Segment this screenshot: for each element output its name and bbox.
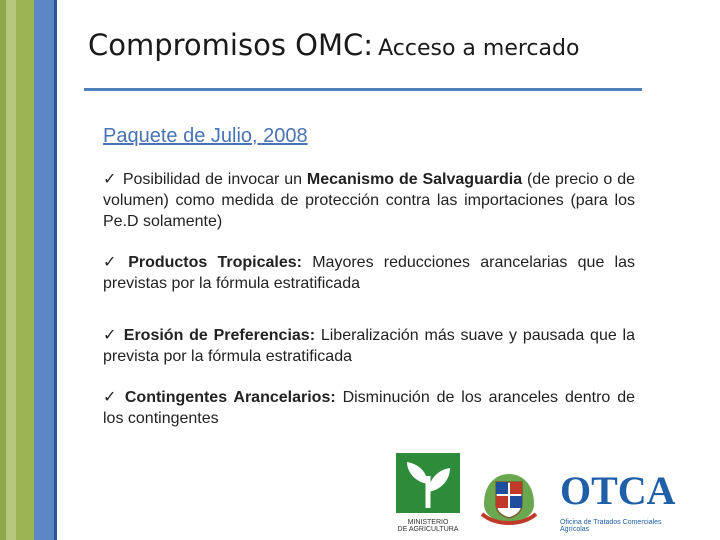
checkmark-icon: ✓ <box>103 171 117 188</box>
otca-logo <box>560 466 690 533</box>
checkmark-icon: ✓ <box>103 389 119 406</box>
bullet-lead: Posibilidad de invocar un <box>122 171 307 188</box>
bullet-text: Disminución de los aranceles dentro de los contingentes <box>103 389 636 427</box>
bullet-item <box>103 169 635 232</box>
bullet-bold: Contingentes Arancelarios: <box>124 389 336 406</box>
bullet-item <box>103 252 635 294</box>
ministry-name-line1: MINISTERIO <box>407 519 449 526</box>
title-divider <box>84 88 642 91</box>
checkmark-icon: ✓ <box>103 327 118 344</box>
otca-caption: Oficina de Tratados Comerciales Agrícolas <box>560 519 662 533</box>
coat-of-arms-icon <box>476 464 542 530</box>
otca-wordmark <box>560 466 690 514</box>
slide-subtitle: Paquete de Julio, 2008 <box>103 125 308 147</box>
checkmark-icon: ✓ <box>103 254 123 271</box>
ministry-agriculture-logo <box>395 452 461 538</box>
slide-title-main: Compromisos OMC: <box>88 28 374 62</box>
sprout-icon <box>395 452 461 514</box>
bullet-text: Mayores reducciones arancelarias que las previstas por la fórmula estratificada <box>103 254 636 292</box>
bullet-item <box>103 387 635 429</box>
logo-row <box>0 450 720 540</box>
slide-content <box>103 126 635 449</box>
bullet-item <box>103 325 635 367</box>
bullet-bold: Erosión de Preferencias: <box>123 327 316 344</box>
otca-text: OTCA <box>560 468 676 513</box>
national-coat-of-arms <box>476 464 542 530</box>
slide-title-sub: Acceso a mercado <box>378 36 580 61</box>
slide-title <box>88 28 579 62</box>
bullet-text: Liberalización más suave y pausada que la prevista por la fórmula estratificada <box>103 327 636 365</box>
bullet-bold: Mecanismo de Salvaguardia <box>306 171 523 188</box>
bullet-text: (de precio o de volumen) como medida de protección contra las importaciones (para los Pe.D solamente) <box>103 171 636 230</box>
ministry-name-line2: DE AGRICULTURA <box>397 526 459 533</box>
bullet-bold: Productos Tropicales: <box>128 254 302 271</box>
